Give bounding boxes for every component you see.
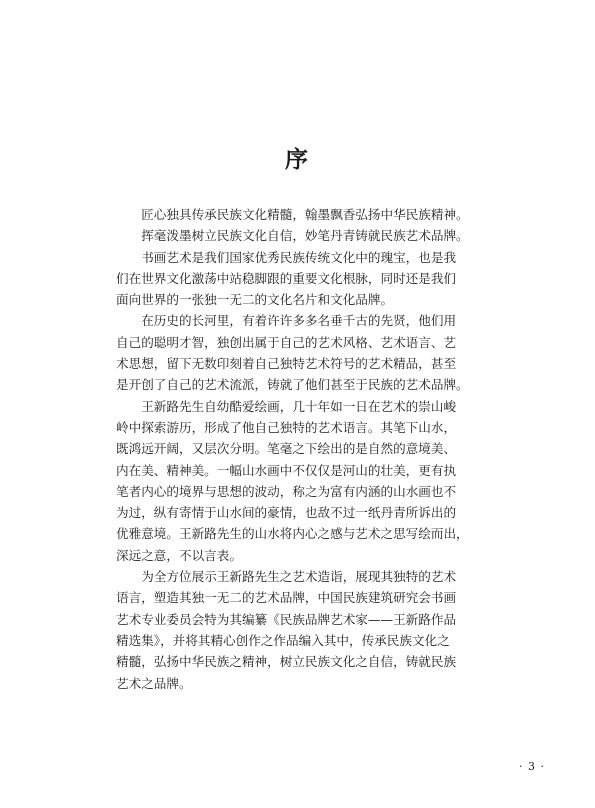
text-line: 自己的聪明才智，独创出属于自己的艺术风格、艺术语言、艺 xyxy=(116,334,457,350)
text-line: 精髓，弘扬中华民族之精神，树立民族文化之自信，铸就民族 xyxy=(116,654,457,670)
paragraph xyxy=(116,396,552,566)
page-title: 序 xyxy=(285,146,310,173)
text-line: 为全方位展示王新路先生之艺术造诣，展现其独特的艺术 xyxy=(141,569,457,585)
text-line: 书画艺术是我们国家优秀民族传统文化中的瑰宝，也是我 xyxy=(141,249,457,265)
paragraph xyxy=(116,310,552,395)
text-line: 是开创了自己的艺术流派，铸就了他们甚至于民族的艺术品牌。 xyxy=(116,377,469,393)
paragraph xyxy=(116,204,552,225)
text-line: 艺术专业委员会特为其编纂《民族品牌艺术家——王新路作品 xyxy=(116,611,457,627)
paragraph xyxy=(116,566,552,694)
preface-body xyxy=(116,204,552,694)
text-line: 既鸿远开阔，又层次分明。笔毫之下绘出的是自然的意境美、 xyxy=(116,441,457,457)
text-line: 内在美、精神美。一幅山水画中不仅仅是河山的壮美，更有执 xyxy=(116,462,457,478)
text-line: 匠心独具传承民族文化精髓，翰墨飘香弘扬中华民族精神。 xyxy=(141,207,469,222)
text-line: 精选集》，并将其精心创作之作品编入其中，传承民族文化之 xyxy=(116,632,450,648)
text-line: 面向世界的一张独一无二的文化名片和文化品牌。 xyxy=(116,292,394,308)
text-line: 为过，纵有寄情于山水间的豪情，也敌不过一纸丹青所诉出的 xyxy=(116,505,457,521)
text-line: 们在世界文化激荡中站稳脚跟的重要文化根脉，同时还是我们 xyxy=(116,270,457,286)
text-line: 艺术之品牌。 xyxy=(116,675,192,691)
text-line: 术思想，留下无数印刻着自己独特艺术符号的艺术精品，甚至 xyxy=(116,356,457,372)
text-line: 挥毫泼墨树立民族文化自信，妙笔丹青铸就民族艺术品牌。 xyxy=(141,228,469,244)
text-line: 笔者内心的境界与思想的波动，称之为富有内涵的山水画也不 xyxy=(116,483,457,499)
paragraph xyxy=(116,247,552,311)
text-line: 深远之意，不以言表。 xyxy=(116,547,242,563)
paragraph xyxy=(116,225,552,246)
text-line: 语言，塑造其独一无二的艺术品牌，中国民族建筑研究会书画 xyxy=(116,590,457,606)
text-line: 在历史的长河里，有着许许多多名垂千古的先贤，他们用 xyxy=(141,313,457,329)
text-line: 优雅意境。王新路先生的山水将内心之感与艺术之思写绘而出， xyxy=(116,526,469,542)
text-line: 岭中探索游历，形成了他自己独特的艺术语言。其笔下山水， xyxy=(116,419,457,435)
page-number: · 3 · xyxy=(519,760,545,773)
text-line: 王新路先生自幼酷爱绘画，几十年如一日在艺术的崇山峻 xyxy=(141,398,457,414)
